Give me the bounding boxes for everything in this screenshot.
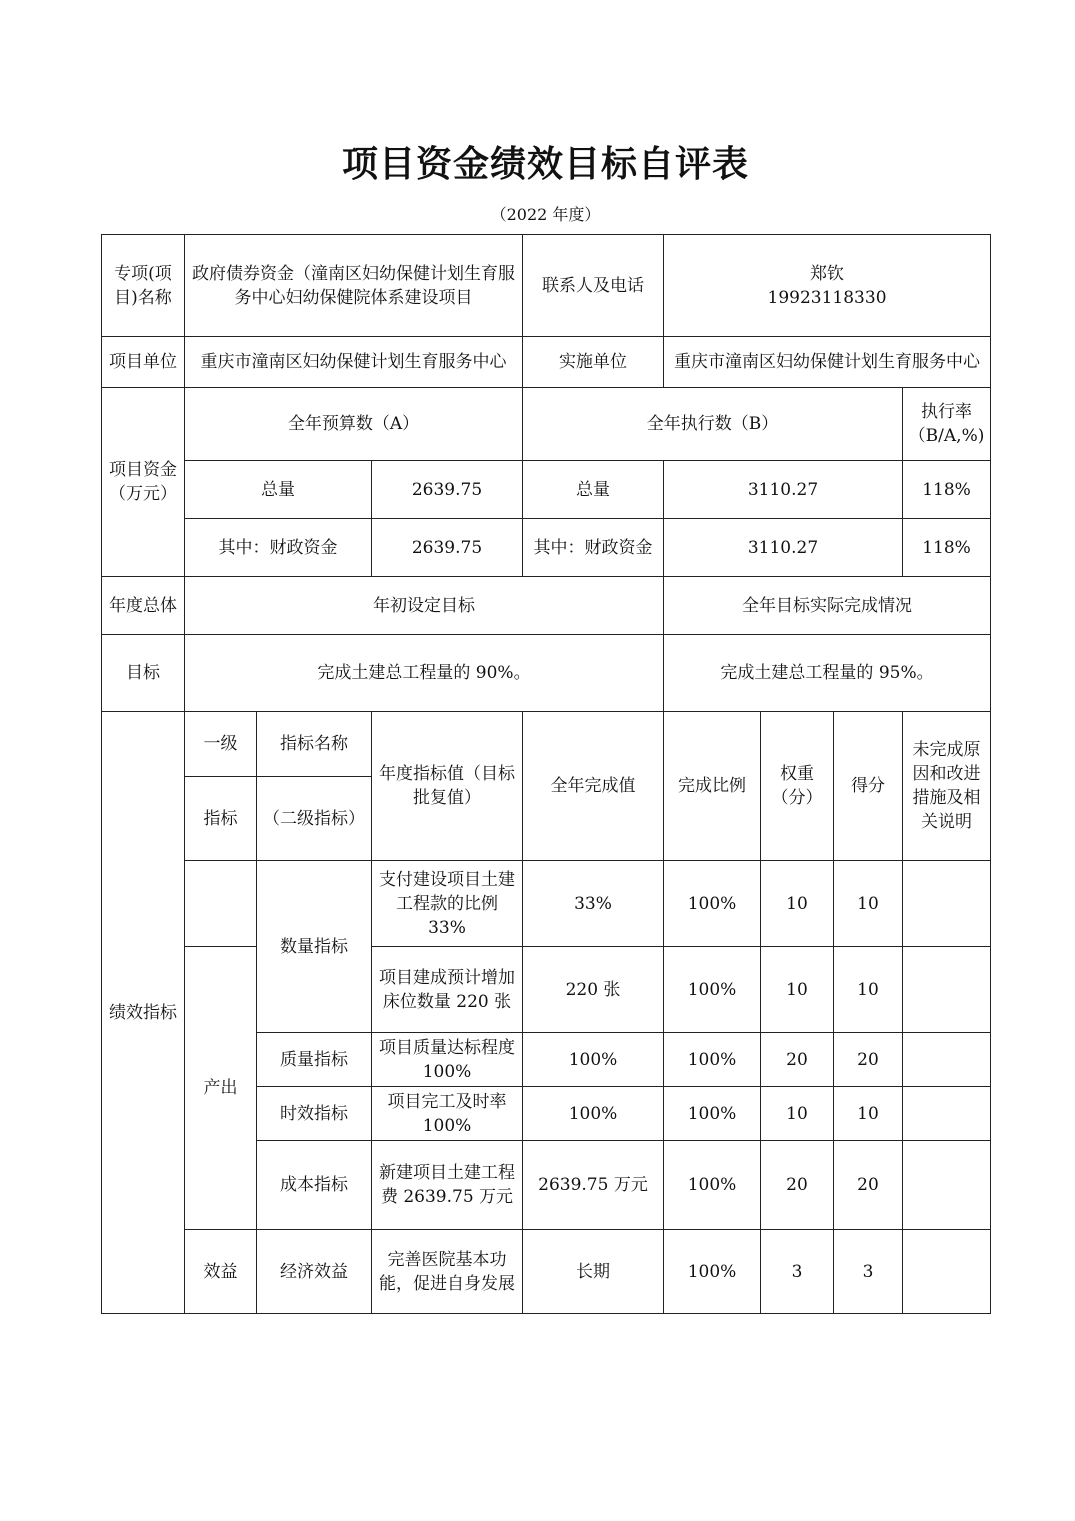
completed-value: 100% bbox=[523, 1087, 664, 1141]
actual-goal-header: 全年目标实际完成情况 bbox=[664, 577, 991, 635]
initial-goal-header: 年初设定目标 bbox=[185, 577, 664, 635]
target-text: 完善医院基本功能，促进自身发展 bbox=[372, 1230, 523, 1314]
initial-goal-value: 完成土建总工程量的 90%。 bbox=[185, 635, 664, 712]
total-exec-label: 总量 bbox=[523, 461, 664, 519]
completion-ratio: 100% bbox=[664, 1141, 761, 1230]
funds-label: 项目资金（万元） bbox=[102, 388, 185, 577]
reason-value bbox=[903, 947, 991, 1033]
weight-value: 10 bbox=[761, 947, 834, 1033]
reason-value bbox=[903, 1230, 991, 1314]
exec-header: 全年执行数（B） bbox=[523, 388, 903, 461]
target-text: 支付建设项目土建工程款的比例 33% bbox=[372, 861, 523, 947]
category-quality: 质量指标 bbox=[257, 1033, 372, 1087]
weight-header: 权重（分） bbox=[761, 712, 834, 861]
completion-ratio: 100% bbox=[664, 1033, 761, 1087]
project-unit-label: 项目单位 bbox=[102, 337, 185, 388]
weight-value: 20 bbox=[761, 1141, 834, 1230]
actual-goal-value: 完成土建总工程量的 95%。 bbox=[664, 635, 991, 712]
project-unit-value: 重庆市潼南区妇幼保健计划生育服务中心 bbox=[185, 337, 523, 388]
contact-phone: 19923118330 bbox=[767, 287, 887, 308]
completed-value: 2639.75 万元 bbox=[523, 1141, 664, 1230]
year-subtitle: （2022 年度） bbox=[490, 205, 601, 224]
category-cost: 成本指标 bbox=[257, 1141, 372, 1230]
completed-value-header: 全年完成值 bbox=[523, 712, 664, 861]
completion-ratio: 100% bbox=[664, 1087, 761, 1141]
total-budget-value: 2639.75 bbox=[372, 461, 523, 519]
total-exec-value: 3110.27 bbox=[664, 461, 903, 519]
name-header-bottom: （二级指标） bbox=[257, 777, 372, 861]
score-value: 10 bbox=[834, 947, 903, 1033]
completed-value: 100% bbox=[523, 1033, 664, 1087]
weight-value: 3 bbox=[761, 1230, 834, 1314]
category-economic: 经济效益 bbox=[257, 1230, 372, 1314]
project-name-value: 政府债券资金（潼南区妇幼保健计划生育服务中心妇幼保健院体系建设项目 bbox=[185, 235, 523, 337]
contact-name: 郑钦 bbox=[810, 263, 845, 284]
ratio-header: 完成比例 bbox=[664, 712, 761, 861]
fiscal-budget-label: 其中：财政资金 bbox=[185, 519, 372, 577]
fiscal-budget-value: 2639.75 bbox=[372, 519, 523, 577]
contact-value bbox=[664, 235, 991, 337]
completion-ratio: 100% bbox=[664, 947, 761, 1033]
impl-unit-label: 实施单位 bbox=[523, 337, 664, 388]
annual-value-header: 年度指标值（目标批复值） bbox=[372, 712, 523, 861]
reason-value bbox=[903, 1141, 991, 1230]
level1-output: 产出 bbox=[185, 947, 257, 1230]
evaluation-table bbox=[101, 234, 991, 1314]
category-timeliness: 时效指标 bbox=[257, 1087, 372, 1141]
category-quantity: 数量指标 bbox=[257, 861, 372, 1033]
score-value: 20 bbox=[834, 1141, 903, 1230]
score-value: 10 bbox=[834, 861, 903, 947]
goal-label-bottom: 目标 bbox=[102, 635, 185, 712]
reason-value bbox=[903, 1087, 991, 1141]
target-text: 新建项目土建工程费 2639.75 万元 bbox=[372, 1141, 523, 1230]
weight-value: 20 bbox=[761, 1033, 834, 1087]
total-budget-label: 总量 bbox=[185, 461, 372, 519]
score-value: 10 bbox=[834, 1087, 903, 1141]
completion-ratio: 100% bbox=[664, 1230, 761, 1314]
level1-benefit: 效益 bbox=[185, 1230, 257, 1314]
target-text: 项目建成预计增加床位数量 220 张 bbox=[372, 947, 523, 1033]
reason-value bbox=[903, 861, 991, 947]
contact-label: 联系人及电话 bbox=[523, 235, 664, 337]
weight-value: 10 bbox=[761, 1087, 834, 1141]
fiscal-rate-value: 118% bbox=[903, 519, 991, 577]
name-header-top: 指标名称 bbox=[257, 712, 372, 777]
total-rate-value: 118% bbox=[903, 461, 991, 519]
score-value: 20 bbox=[834, 1033, 903, 1087]
completion-ratio: 100% bbox=[664, 861, 761, 947]
completed-value: 33% bbox=[523, 861, 664, 947]
level1-header-bottom: 指标 bbox=[185, 777, 257, 861]
fiscal-exec-value: 3110.27 bbox=[664, 519, 903, 577]
completed-value: 220 张 bbox=[523, 947, 664, 1033]
reason-header: 未完成原因和改进措施及相关说明 bbox=[903, 712, 991, 861]
completed-value: 长期 bbox=[523, 1230, 664, 1314]
level1-header-top: 一级 bbox=[185, 712, 257, 777]
weight-value: 10 bbox=[761, 861, 834, 947]
budget-header: 全年预算数（A） bbox=[185, 388, 523, 461]
target-text: 项目完工及时率 100% bbox=[372, 1087, 523, 1141]
goal-label-top: 年度总体 bbox=[102, 577, 185, 635]
rate-header: 执行率（B/A,%) bbox=[903, 388, 991, 461]
page-title: 项目资金绩效目标自评表 bbox=[341, 143, 749, 185]
fiscal-exec-label: 其中：财政资金 bbox=[523, 519, 664, 577]
target-text: 项目质量达标程度 100% bbox=[372, 1033, 523, 1087]
reason-value bbox=[903, 1033, 991, 1087]
score-header: 得分 bbox=[834, 712, 903, 861]
impl-unit-value: 重庆市潼南区妇幼保健计划生育服务中心 bbox=[664, 337, 991, 388]
level1-empty bbox=[185, 861, 257, 947]
perf-label: 绩效指标 bbox=[102, 712, 185, 1314]
score-value: 3 bbox=[834, 1230, 903, 1314]
project-name-label: 专项(项目)名称 bbox=[102, 235, 185, 337]
